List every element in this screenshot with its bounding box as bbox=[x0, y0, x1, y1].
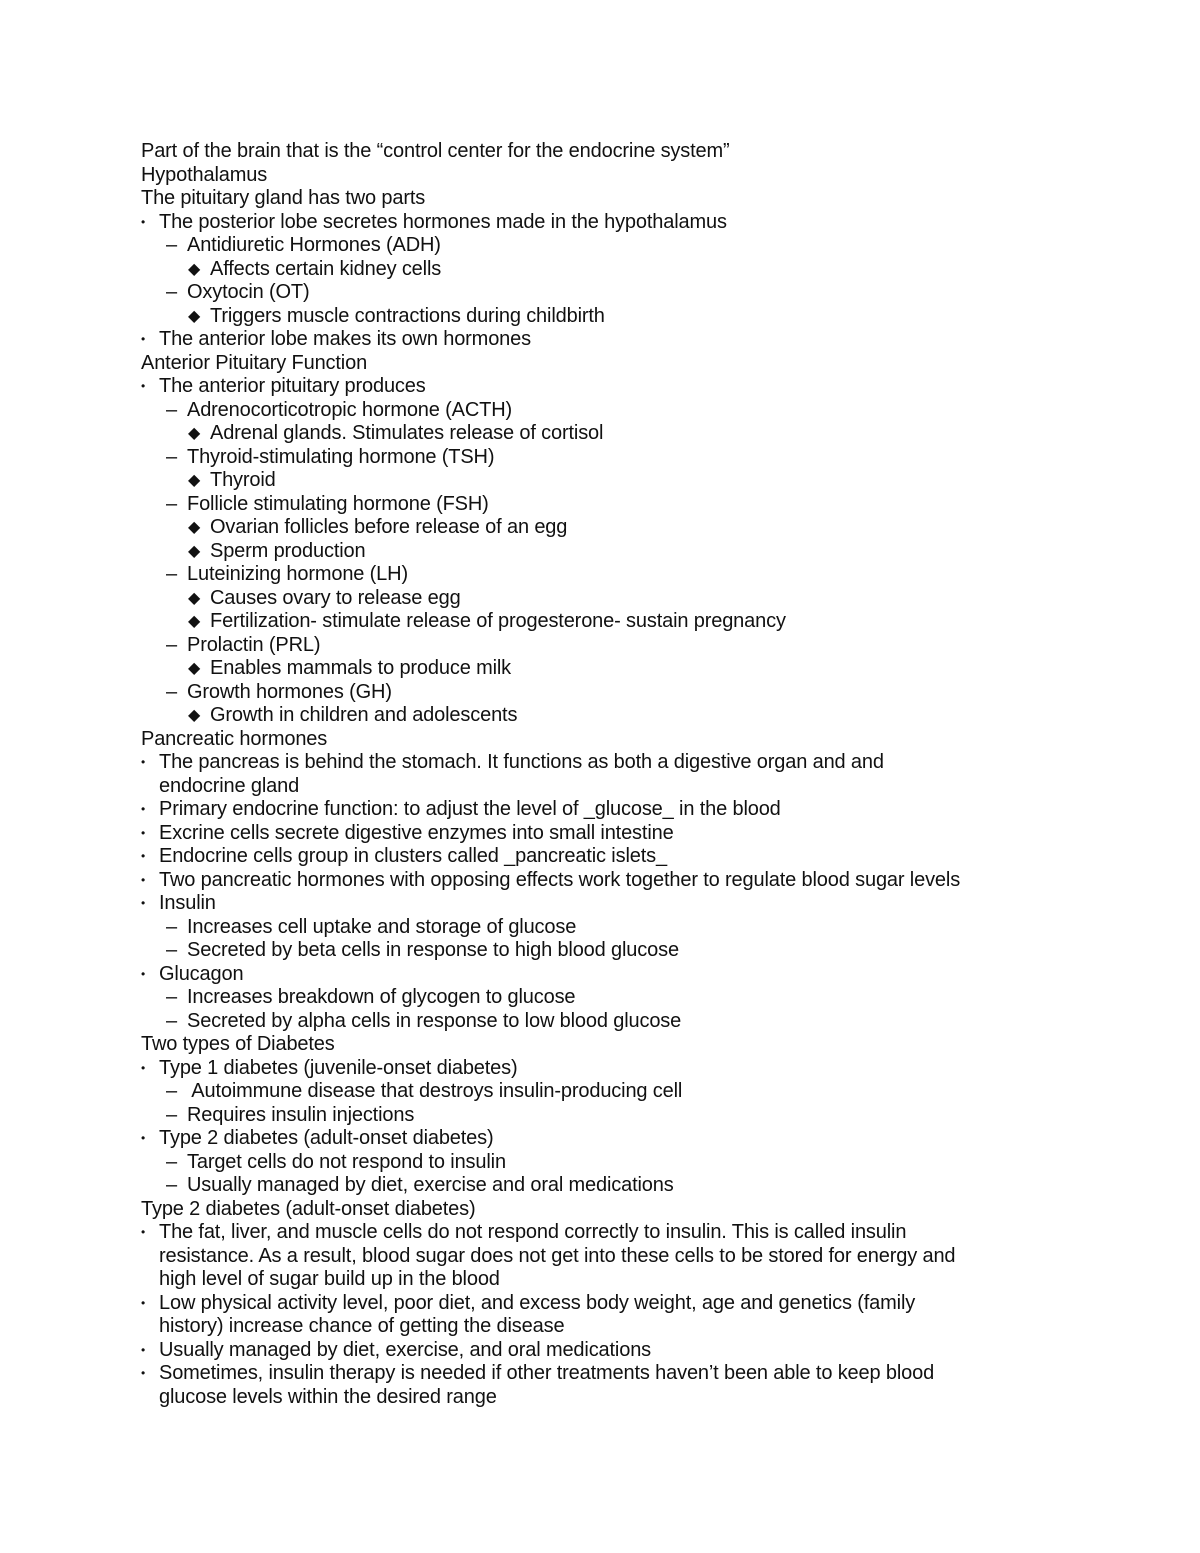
line-text: Prolactin (PRL) bbox=[187, 633, 321, 656]
line-text: Enables mammals to produce milk bbox=[210, 657, 512, 679]
outline-item bbox=[141, 634, 1141, 658]
line-text: The pancreas is behind the stomach. It functions as both a digestive organ and and bbox=[159, 751, 884, 773]
dot-bullet-icon: • bbox=[141, 966, 146, 981]
dash-bullet-icon: – bbox=[166, 1174, 177, 1196]
line-text: Increases cell uptake and storage of glucose bbox=[187, 915, 577, 938]
line-text: Primary endocrine function: to adjust the level of _glucose_ in the blood bbox=[159, 798, 781, 820]
line-text: Two pancreatic hormones with opposing effects work together to regulate blood sugar levels bbox=[159, 868, 961, 891]
outline-item bbox=[141, 211, 1141, 235]
outline-item bbox=[141, 1174, 1141, 1198]
line-text: Usually managed by diet, exercise and oral medications bbox=[187, 1174, 674, 1196]
outline-item bbox=[141, 751, 1141, 775]
dash-bullet-icon: – bbox=[166, 1103, 177, 1126]
line-text: Sometimes, insulin therapy is needed if other treatments haven’t been able to keep blood bbox=[159, 1362, 935, 1384]
line-text: Anterior Pituitary Function bbox=[141, 351, 368, 374]
diamond-bullet-icon: ◆ bbox=[188, 707, 201, 724]
line-text: Type 1 diabetes (juvenile-onset diabetes) bbox=[159, 1056, 518, 1079]
line-text: Fertilization- stimulate release of progesterone- sustain pregnancy bbox=[210, 610, 786, 632]
dash-bullet-icon: – bbox=[166, 915, 177, 938]
dash-bullet-icon: – bbox=[166, 939, 177, 961]
line-text: Affects certain kidney cells bbox=[210, 257, 442, 280]
line-text: Requires insulin injections bbox=[187, 1103, 415, 1126]
dot-bullet-icon: • bbox=[141, 872, 146, 887]
heading-line bbox=[141, 164, 1141, 188]
outline-item bbox=[141, 469, 1141, 493]
diamond-bullet-icon: ◆ bbox=[188, 542, 201, 560]
document-body bbox=[141, 140, 1141, 1409]
heading-line bbox=[141, 1033, 1141, 1057]
line-text: Secreted by beta cells in response to high blood glucose bbox=[187, 939, 679, 961]
outline-item bbox=[141, 305, 1141, 329]
line-text: The anterior lobe makes its own hormones bbox=[159, 328, 531, 350]
outline-item bbox=[141, 399, 1141, 423]
line-text: Excrine cells secrete digestive enzymes into small intestine bbox=[159, 821, 674, 844]
outline-item bbox=[141, 1362, 1141, 1386]
heading-line bbox=[141, 140, 1141, 164]
line-text: Target cells do not respond to insulin bbox=[187, 1150, 506, 1173]
outline-item bbox=[141, 1245, 1141, 1269]
line-text: glucose levels within the desired range bbox=[159, 1385, 497, 1408]
outline-item bbox=[141, 1104, 1141, 1128]
line-text: Adrenocorticotropic hormone (ACTH) bbox=[187, 398, 513, 421]
line-text: Endocrine cells group in clusters called _pancreatic islets_ bbox=[159, 845, 667, 867]
dot-bullet-icon: • bbox=[141, 802, 146, 816]
outline-item bbox=[141, 775, 1141, 799]
line-text: Insulin bbox=[159, 892, 216, 914]
line-text: The pituitary gland has two parts bbox=[141, 187, 426, 209]
line-text: Triggers muscle contractions during childbirth bbox=[210, 304, 605, 327]
dot-bullet-icon: • bbox=[141, 1060, 146, 1075]
dot-bullet-icon: • bbox=[141, 896, 146, 910]
outline-item bbox=[141, 446, 1141, 470]
dot-bullet-icon: • bbox=[141, 1366, 146, 1380]
outline-item bbox=[141, 681, 1141, 705]
outline-item bbox=[141, 963, 1141, 987]
outline-item bbox=[141, 892, 1141, 916]
line-text: Hypothalamus bbox=[141, 163, 268, 186]
line-text: resistance. As a result, blood sugar does not get into these cells to be stored for energy and bbox=[159, 1244, 956, 1267]
outline-item bbox=[141, 1386, 1141, 1410]
line-text: Part of the brain that is the “control center for the endocrine system” bbox=[141, 140, 730, 162]
outline-item bbox=[141, 516, 1141, 540]
line-text: endocrine gland bbox=[159, 774, 300, 797]
dash-bullet-icon: – bbox=[166, 986, 177, 1008]
outline-item bbox=[141, 1057, 1141, 1081]
outline-item bbox=[141, 540, 1141, 564]
dash-bullet-icon: – bbox=[166, 633, 177, 656]
outline-item bbox=[141, 704, 1141, 728]
line-text: Growth in children and adolescents bbox=[210, 704, 518, 726]
diamond-bullet-icon: ◆ bbox=[188, 613, 201, 630]
dot-bullet-icon: • bbox=[141, 214, 146, 229]
outline-item bbox=[141, 939, 1141, 963]
outline-item bbox=[141, 1080, 1141, 1104]
dot-bullet-icon: • bbox=[141, 1342, 146, 1357]
line-text: Usually managed by diet, exercise, and oral medications bbox=[159, 1338, 652, 1361]
outline-item bbox=[141, 563, 1141, 587]
outline-item bbox=[141, 493, 1141, 517]
line-text: The anterior pituitary produces bbox=[159, 375, 426, 397]
line-text: Secreted by alpha cells in response to low blood glucose bbox=[187, 1009, 682, 1032]
outline-item bbox=[141, 281, 1141, 305]
outline-item bbox=[141, 610, 1141, 634]
dash-bullet-icon: – bbox=[166, 492, 177, 515]
dot-bullet-icon: • bbox=[141, 1131, 146, 1145]
dash-bullet-icon: – bbox=[166, 680, 177, 703]
outline-item bbox=[141, 1268, 1141, 1292]
outline-item bbox=[141, 1151, 1141, 1175]
line-text: Thyroid-stimulating hormone (TSH) bbox=[187, 445, 495, 468]
heading-line bbox=[141, 352, 1141, 376]
line-text: Pancreatic hormones bbox=[141, 727, 328, 750]
line-text: The fat, liver, and muscle cells do not respond correctly to insulin. This is called insulin bbox=[159, 1221, 907, 1243]
outline-item bbox=[141, 916, 1141, 940]
line-text: high level of sugar build up in the blood bbox=[159, 1268, 500, 1290]
outline-item bbox=[141, 1221, 1141, 1245]
line-text: Increases breakdown of glycogen to glucose bbox=[187, 986, 576, 1008]
line-text: Low physical activity level, poor diet, and excess body weight, age and genetics (family bbox=[159, 1291, 916, 1314]
line-text: history) increase chance of getting the disease bbox=[159, 1315, 565, 1337]
line-text: Two types of Diabetes bbox=[141, 1033, 335, 1055]
dot-bullet-icon: • bbox=[141, 755, 146, 769]
outline-item bbox=[141, 422, 1141, 446]
diamond-bullet-icon: ◆ bbox=[188, 660, 201, 677]
outline-item bbox=[141, 587, 1141, 611]
line-text: Luteinizing hormone (LH) bbox=[187, 563, 408, 585]
dash-bullet-icon: – bbox=[166, 234, 177, 256]
outline-item bbox=[141, 986, 1141, 1010]
diamond-bullet-icon: ◆ bbox=[188, 589, 201, 607]
dot-bullet-icon: • bbox=[141, 379, 146, 393]
line-text: The posterior lobe secretes hormones made in the hypothalamus bbox=[159, 210, 727, 233]
outline-item bbox=[141, 375, 1141, 399]
line-text: Thyroid bbox=[210, 469, 276, 491]
line-text: Ovarian follicles before release of an egg bbox=[210, 516, 568, 538]
line-text: Growth hormones (GH) bbox=[187, 680, 392, 703]
line-text: Follicle stimulating hormone (FSH) bbox=[187, 492, 489, 515]
dash-bullet-icon: – bbox=[166, 281, 177, 303]
line-text: Autoimmune disease that destroys insulin-producing cell bbox=[187, 1080, 683, 1102]
line-text: Oxytocin (OT) bbox=[187, 281, 310, 303]
line-text: Sperm production bbox=[210, 539, 366, 562]
outline-item bbox=[141, 845, 1141, 869]
outline-item bbox=[141, 657, 1141, 681]
outline-item bbox=[141, 328, 1141, 352]
outline-item bbox=[141, 869, 1141, 893]
diamond-bullet-icon: ◆ bbox=[188, 472, 201, 489]
outline-item bbox=[141, 1292, 1141, 1316]
outline-item bbox=[141, 234, 1141, 258]
dash-bullet-icon: – bbox=[166, 1009, 177, 1032]
dash-bullet-icon: – bbox=[166, 445, 177, 468]
outline-item bbox=[141, 1010, 1141, 1034]
dot-bullet-icon: • bbox=[141, 1225, 146, 1239]
heading-line bbox=[141, 1198, 1141, 1222]
dot-bullet-icon: • bbox=[141, 849, 146, 863]
line-text: Adrenal glands. Stimulates release of cortisol bbox=[210, 422, 604, 444]
diamond-bullet-icon: ◆ bbox=[188, 307, 201, 325]
line-text: Antidiuretic Hormones (ADH) bbox=[187, 234, 441, 256]
dash-bullet-icon: – bbox=[166, 563, 177, 585]
dot-bullet-icon: • bbox=[141, 1295, 146, 1310]
dot-bullet-icon: • bbox=[141, 825, 146, 840]
outline-item bbox=[141, 1339, 1141, 1363]
dash-bullet-icon: – bbox=[166, 1080, 177, 1102]
outline-item bbox=[141, 822, 1141, 846]
line-text: Type 2 diabetes (adult-onset diabetes) bbox=[159, 1127, 494, 1149]
outline-item bbox=[141, 1127, 1141, 1151]
heading-line bbox=[141, 728, 1141, 752]
diamond-bullet-icon: ◆ bbox=[188, 519, 201, 536]
dash-bullet-icon: – bbox=[166, 398, 177, 421]
dot-bullet-icon: • bbox=[141, 332, 146, 346]
diamond-bullet-icon: ◆ bbox=[188, 260, 201, 278]
line-text: Type 2 diabetes (adult-onset diabetes) bbox=[141, 1197, 476, 1220]
dash-bullet-icon: – bbox=[166, 1150, 177, 1173]
line-text: Glucagon bbox=[159, 962, 244, 985]
outline-item bbox=[141, 1315, 1141, 1339]
heading-line bbox=[141, 187, 1141, 211]
line-text: Causes ovary to release egg bbox=[210, 586, 461, 609]
outline-item bbox=[141, 258, 1141, 282]
diamond-bullet-icon: ◆ bbox=[188, 425, 201, 442]
outline-item bbox=[141, 798, 1141, 822]
